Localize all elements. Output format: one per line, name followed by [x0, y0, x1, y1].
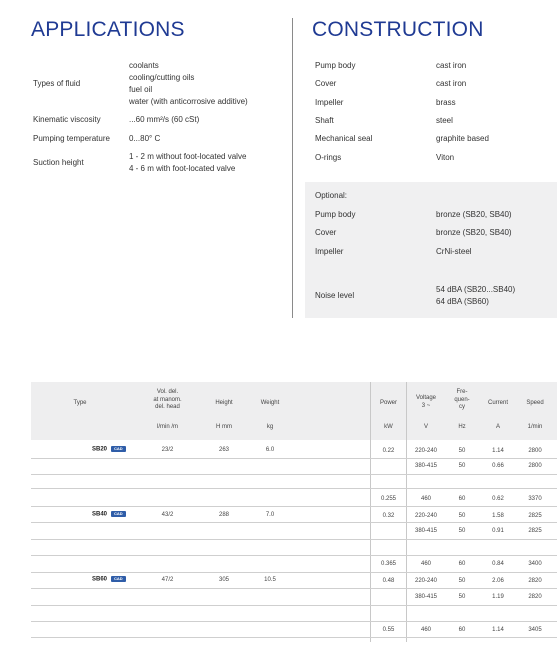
- cell-frequency: 50: [458, 594, 466, 600]
- cell-voltage: 460: [420, 627, 431, 633]
- construction-heading: CONSTRUCTION: [312, 18, 484, 41]
- unit-height: H mm: [216, 424, 232, 430]
- header-speed: Speed: [526, 400, 544, 406]
- cell-voltage: 460: [420, 561, 431, 567]
- row-rule: [31, 522, 557, 523]
- construction-value: steel: [436, 116, 453, 125]
- cell-voltage: 220-240: [414, 448, 438, 454]
- section-divider: [292, 18, 293, 318]
- header-weight: Weight: [260, 400, 280, 406]
- unit-vol-del: l/min /m: [157, 424, 178, 430]
- cell-current: 1.14: [492, 448, 504, 454]
- optional-label: Pump body: [315, 210, 356, 219]
- cell-current: 1.14: [492, 627, 504, 633]
- optional-value: bronze (SB20, SB40): [436, 210, 512, 219]
- construction-label: Pump body: [315, 61, 356, 70]
- unit-frequency: Hz: [458, 424, 466, 430]
- cell-vol-del: 23/2: [161, 447, 174, 453]
- cell-power: 0.55: [382, 627, 395, 633]
- construction-label: Shaft: [315, 116, 334, 125]
- fluids-label: Types of fluid: [33, 79, 81, 88]
- row-rule: [31, 605, 557, 606]
- model-type: [92, 511, 126, 518]
- cell-speed: 3370: [528, 496, 542, 502]
- cell-power: 0.255: [380, 496, 396, 502]
- cell-voltage: 460: [420, 496, 431, 502]
- cell-frequency: 60: [458, 496, 466, 502]
- cell-frequency: 60: [458, 627, 466, 633]
- cell-current: 0.84: [492, 561, 504, 567]
- cell-voltage: 380-415: [414, 528, 438, 534]
- construction-label: O-rings: [315, 153, 342, 162]
- cell-frequency: 50: [458, 513, 466, 519]
- cell-voltage: 380-415: [414, 594, 438, 600]
- optional-value: CrNi-steel: [436, 247, 472, 256]
- noise-value: 54 dBA (SB20...SB40): [436, 285, 516, 294]
- cell-current: 2.06: [492, 578, 504, 584]
- suction-values: [129, 151, 246, 175]
- row-rule: [31, 539, 557, 540]
- cell-speed: 2825: [528, 528, 542, 534]
- suction-value: 1 - 2 m without foot-located valve: [129, 152, 247, 161]
- model-type-label: SB60: [92, 576, 108, 583]
- cad-badge[interactable]: CAD: [111, 511, 126, 517]
- cell-height: 263: [218, 447, 229, 453]
- cell-frequency: 60: [458, 561, 466, 567]
- optional-label: Impeller: [315, 247, 344, 256]
- fluid-item: water (with anticorrosive additive): [129, 97, 248, 106]
- cad-badge[interactable]: CAD: [111, 576, 126, 582]
- viscosity-label: Kinematic viscosity: [33, 115, 101, 124]
- construction-value: brass: [436, 98, 456, 107]
- noise-values: [436, 284, 515, 308]
- cell-voltage: 220-240: [414, 578, 438, 584]
- header-frequency-line: cy: [459, 404, 465, 410]
- model-type-label: SB40: [92, 511, 108, 518]
- cell-current: 1.58: [492, 513, 504, 519]
- row-rule: [31, 637, 557, 638]
- column-divider: [406, 382, 407, 642]
- row-rule: [31, 506, 557, 507]
- noise-label: Noise level: [315, 291, 355, 300]
- model-type: [92, 576, 126, 583]
- cell-current: 0.91: [492, 528, 504, 534]
- cell-power: 0.365: [380, 561, 396, 567]
- cad-badge[interactable]: CAD: [111, 446, 126, 452]
- cell-weight: 7.0: [265, 512, 275, 518]
- row-rule: [31, 588, 557, 589]
- cell-frequency: 50: [458, 448, 466, 454]
- fluid-item: coolants: [129, 61, 159, 70]
- cell-height: 288: [218, 512, 229, 518]
- model-type-label: SB20: [92, 446, 108, 453]
- suction-label: Suction height: [33, 158, 84, 167]
- header-vol-del-line: Vol. del.: [156, 389, 179, 395]
- header-frequency: [446, 389, 478, 412]
- cell-vol-del: 43/2: [161, 512, 174, 518]
- cell-frequency: 50: [458, 463, 466, 469]
- cell-speed: 2820: [528, 594, 542, 600]
- cell-speed: 2825: [528, 513, 542, 519]
- construction-label: Cover: [315, 79, 337, 88]
- header-type: Type: [73, 400, 87, 406]
- cell-height: 305: [218, 577, 229, 583]
- cell-speed: 3400: [528, 561, 542, 567]
- cell-current: 0.66: [492, 463, 504, 469]
- suction-value: 4 - 6 m with foot-located valve: [129, 164, 236, 173]
- cell-speed: 2800: [528, 463, 542, 469]
- cell-voltage: 220-240: [414, 513, 438, 519]
- construction-label: Impeller: [315, 98, 344, 107]
- header-power: Power: [379, 400, 397, 406]
- temperature-value: 0...80° C: [129, 134, 161, 143]
- cell-power: 0.22: [382, 448, 395, 454]
- cell-power: 0.48: [382, 578, 395, 584]
- cell-vol-del: 47/2: [161, 577, 174, 583]
- header-vol-del-line: del. head: [155, 404, 180, 410]
- cell-current: 0.62: [492, 496, 504, 502]
- row-rule: [31, 555, 557, 556]
- viscosity-value: ...60 mm²/s (60 cSt): [129, 115, 200, 124]
- fluids-list: [129, 60, 248, 108]
- header-frequency-line: Fre-: [456, 389, 468, 395]
- applications-heading: APPLICATIONS: [31, 18, 185, 41]
- header-voltage: [410, 395, 442, 410]
- row-rule: [31, 458, 557, 459]
- header-voltage-line: 3 ~: [421, 402, 431, 409]
- construction-value: Viton: [436, 153, 455, 162]
- cell-speed: 2800: [528, 448, 542, 454]
- row-rule: [31, 488, 557, 489]
- header-frequency-line: quen-: [454, 396, 470, 403]
- unit-current: A: [495, 424, 500, 430]
- construction-value: cast iron: [436, 79, 467, 88]
- optional-label: Optional:: [315, 191, 348, 200]
- header-vol-del-line: at manom.: [153, 396, 182, 403]
- construction-value: cast iron: [436, 61, 467, 70]
- construction-label: Mechanical seal: [315, 134, 373, 143]
- construction-value: graphite based: [436, 134, 489, 143]
- fluid-item: fuel oil: [129, 85, 153, 94]
- cell-current: 1.19: [492, 594, 504, 600]
- optional-label: Cover: [315, 228, 337, 237]
- unit-power: kW: [384, 424, 393, 430]
- header-voltage-line: Voltage: [415, 395, 437, 401]
- cell-weight: 10.5: [264, 577, 276, 583]
- header-current: Current: [487, 400, 508, 406]
- fluid-item: cooling/cutting oils: [129, 73, 195, 82]
- cell-weight: 6.0: [265, 447, 275, 453]
- cell-speed: 2820: [528, 578, 542, 584]
- header-height: Height: [215, 400, 233, 406]
- cell-power: 0.32: [382, 513, 395, 519]
- cell-frequency: 50: [458, 578, 466, 584]
- row-rule: [31, 572, 557, 573]
- noise-value: 64 dBA (SB60): [436, 297, 489, 306]
- row-rule: [31, 621, 557, 622]
- unit-speed: 1/min: [527, 424, 543, 430]
- table-header: [31, 382, 557, 440]
- cell-speed: 3405: [528, 627, 542, 633]
- unit-weight: kg: [266, 424, 274, 430]
- cell-frequency: 50: [458, 528, 466, 534]
- optional-value: bronze (SB20, SB40): [436, 228, 512, 237]
- cell-voltage: 380-415: [414, 463, 438, 469]
- temperature-label: Pumping temperature: [33, 134, 110, 143]
- model-type: [92, 446, 126, 453]
- row-rule: [31, 474, 557, 475]
- unit-voltage: V: [423, 424, 428, 430]
- header-vol-del: [140, 389, 195, 412]
